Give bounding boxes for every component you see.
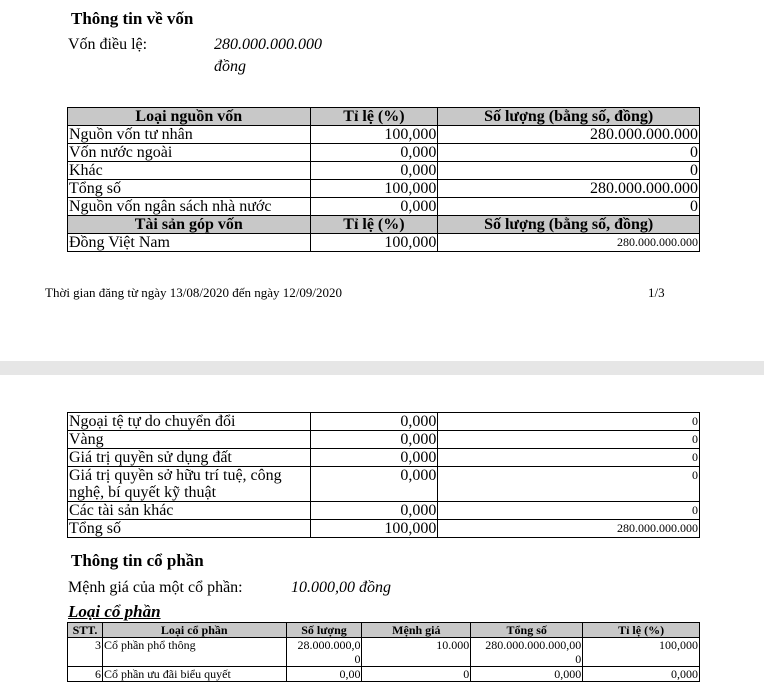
table-header-row: [68, 108, 700, 126]
cell-label: Vốn nước ngoài: [68, 144, 311, 162]
cell-total-line2: 0: [575, 652, 582, 666]
header-asset-type: Tài sản góp vốn: [68, 216, 311, 234]
table-row: [68, 449, 700, 467]
par-value-label: Mệnh giá của một cổ phần:: [68, 579, 243, 596]
capital-assets-table-continued: [67, 412, 700, 538]
cell-label: Tổng số: [68, 520, 311, 538]
page-separator: [0, 361, 764, 375]
cell-ratio: 0,000: [310, 413, 438, 431]
table-header-row: [68, 623, 700, 638]
table-row: [68, 431, 700, 449]
cell-ratio: 0,000: [310, 198, 438, 216]
table-row: [68, 520, 700, 538]
cell-amount: 0: [438, 449, 700, 467]
cell-total: 0,000: [471, 667, 583, 682]
cell-quantity-line2: 0: [354, 652, 361, 666]
charter-capital-value: 280.000.000.000: [214, 36, 322, 53]
table-row: [68, 502, 700, 520]
share-types-table: [67, 622, 700, 682]
cell-label: Tổng số: [68, 180, 311, 198]
header-amount: Số lượng (bằng số, đồng): [438, 216, 700, 234]
cell-quantity: 0,00: [286, 667, 362, 682]
header-ratio: Tỉ lệ (%): [583, 623, 700, 638]
cell-amount: 280.000.000.000: [438, 234, 700, 252]
cell-ratio: 100,000: [310, 126, 438, 144]
cell-label: [68, 467, 311, 502]
cell-amount: 0: [438, 467, 700, 502]
cell-share-type: Cổ phần ưu đãi biểu quyết: [102, 667, 286, 682]
cell-amount: 280.000.000.000: [438, 126, 700, 144]
page-number: 1/3: [648, 285, 665, 300]
cell-amount: 280.000.000.000: [438, 520, 700, 538]
cell-label: Vàng: [68, 431, 311, 449]
cell-ratio: 100,000: [583, 638, 700, 667]
cell-amount: 0: [438, 162, 700, 180]
table-row: [68, 467, 700, 502]
cell-amount: 0: [438, 198, 700, 216]
cell-total-line1: 280.000.000.000,00: [485, 638, 582, 652]
table-row: [68, 180, 700, 198]
cell-label: Ngoại tệ tự do chuyển đổi: [68, 413, 311, 431]
cell-quantity: [286, 638, 362, 667]
cell-ratio: 100,000: [310, 234, 438, 252]
cell-ratio: 100,000: [310, 180, 438, 198]
cell-ratio: 0,000: [310, 467, 438, 502]
table-row: [68, 126, 700, 144]
par-value-value: 10.000,00 đồng: [291, 579, 391, 596]
cell-label: Nguồn vốn tư nhân: [68, 126, 311, 144]
cell-label-line1: Giá trị quyền sở hữu trí tuệ, công: [69, 467, 282, 484]
table-row: [68, 162, 700, 180]
cell-label: Đồng Việt Nam: [68, 234, 311, 252]
header-total: Tổng số: [471, 623, 583, 638]
table-row: [68, 667, 700, 682]
cell-label: Nguồn vốn ngân sách nhà nước: [68, 198, 311, 216]
header-par-value: Mệnh giá: [362, 623, 471, 638]
header-stt: STT.: [68, 623, 103, 638]
charter-capital-unit: đồng: [214, 58, 246, 75]
cell-label: Giá trị quyền sử dụng đất: [68, 449, 311, 467]
header-ratio: Tỉ lệ (%): [310, 216, 438, 234]
shares-section-title: Thông tin cổ phần: [71, 551, 204, 570]
header-source-type: Loại nguồn vốn: [68, 108, 311, 126]
header-amount: Số lượng (bằng số, đồng): [438, 108, 700, 126]
cell-stt: 6: [68, 667, 103, 682]
cell-amount: 0: [438, 431, 700, 449]
header-share-type: Loại cổ phần: [102, 623, 286, 638]
capital-section-title: Thông tin về vốn: [71, 9, 194, 28]
cell-amount: 0: [438, 502, 700, 520]
cell-label: Khác: [68, 162, 311, 180]
cell-par-value: 10.000: [362, 638, 471, 667]
cell-quantity-line1: 28.000.000,0: [297, 638, 361, 652]
cell-amount: 0: [438, 413, 700, 431]
cell-ratio: 0,000: [310, 144, 438, 162]
header-ratio: Tỉ lệ (%): [310, 108, 438, 126]
cell-amount: 280.000.000.000: [438, 180, 700, 198]
header-quantity: Số lượng: [286, 623, 362, 638]
cell-ratio: 0,000: [310, 502, 438, 520]
cell-ratio: 0,000: [310, 431, 438, 449]
table-row: [68, 234, 700, 252]
cell-ratio: 100,000: [310, 520, 438, 538]
table-row: [68, 413, 700, 431]
cell-share-type: Cổ phần phổ thông: [102, 638, 286, 667]
capital-sources-table: [67, 107, 700, 252]
publication-period: Thời gian đăng từ ngày 13/08/2020 đến ngày 12/09/2020: [45, 285, 342, 300]
cell-ratio: 0,000: [310, 162, 438, 180]
cell-amount: 0: [438, 144, 700, 162]
table-row: [68, 638, 700, 667]
share-types-title: Loại cổ phần: [68, 602, 161, 621]
table-row: [68, 198, 700, 216]
cell-par-value: 0: [362, 667, 471, 682]
document-page-2: [0, 375, 764, 687]
cell-ratio: 0,000: [310, 449, 438, 467]
cell-label-line2: nghệ, bí quyết kỹ thuật: [69, 484, 217, 501]
table-header-row: [68, 216, 700, 234]
cell-ratio: 0,000: [583, 667, 700, 682]
cell-total: [471, 638, 583, 667]
table-row: [68, 144, 700, 162]
charter-capital-label: Vốn điều lệ:: [68, 36, 148, 53]
cell-label: Các tài sản khác: [68, 502, 311, 520]
cell-stt: 3: [68, 638, 103, 667]
